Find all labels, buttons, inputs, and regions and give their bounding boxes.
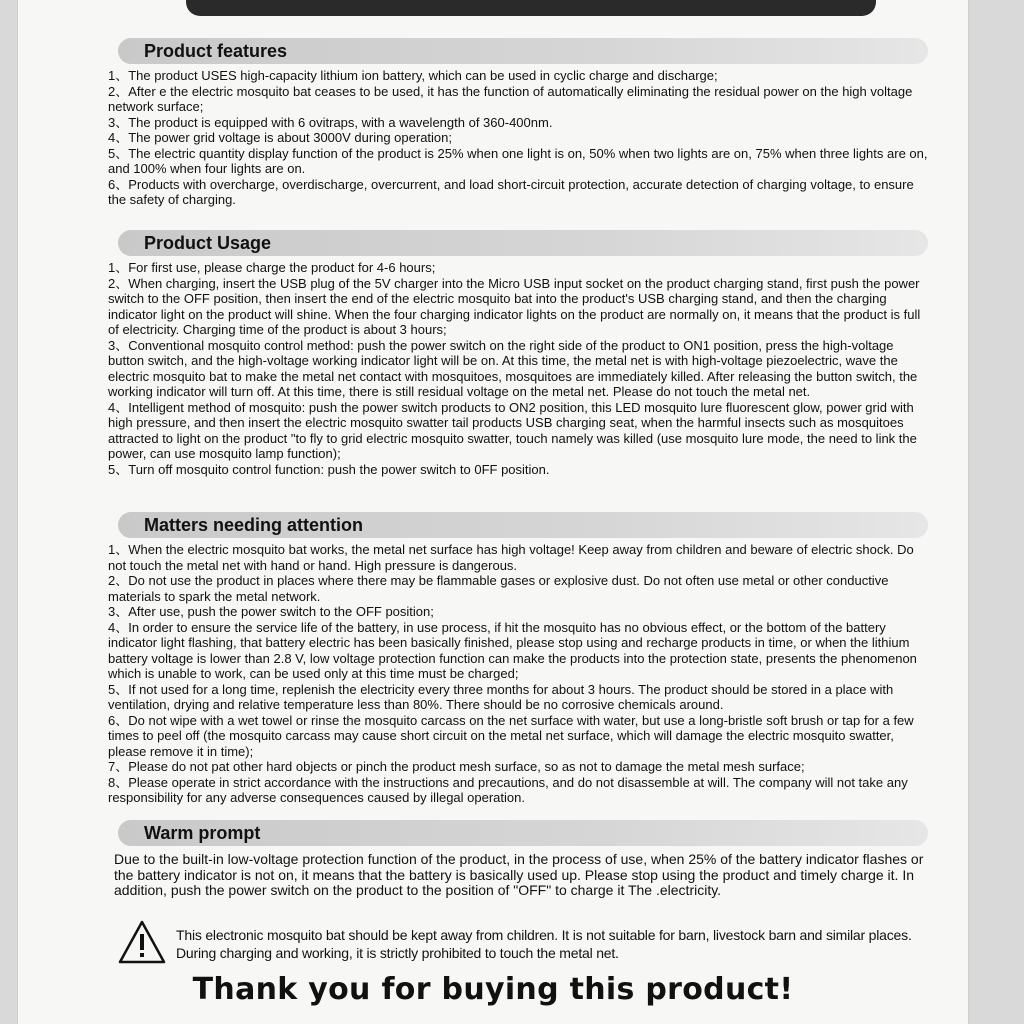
list-item: 6、Do not wipe with a wet towel or rinse the mosquito carcass on the net surface with water, but use a long-bristle soft brush or tap for a few times to peel off (the mosquito carcass may cause short circuit on the metal net surface, which will damage the electric mosquito swatter, please remove it in time);: [108, 712, 914, 759]
closing-message: Thank you for buying this product!: [192, 972, 794, 1007]
list-item: 5、Turn off mosquito control function: push the power switch to 0FF position.: [108, 461, 550, 477]
list-item: 1、For first use, please charge the product for 4-6 hours;: [108, 260, 436, 275]
section-heading: Product features: [118, 38, 928, 64]
section-product-usage: [108, 230, 928, 477]
warm-prompt-text: Due to the built-in low-voltage protection function of the product, in the process of use, when 25% of the battery indicator flashes or the battery indicator is not on, it means that the battery is basically used up. Please stop using the product and timely charge it. In addition, push the power switch on the product to the position of "OFF" to charge it The .electricity.: [114, 851, 924, 898]
list-item: 4、The power grid voltage is about 3000V during operation;: [108, 130, 452, 145]
top-dark-strip: [186, 0, 876, 16]
list-item: 6、Products with overcharge, overdischarge, overcurrent, and load short-circuit protection, accurate detection of charging voltage, to ensure the safety of charging.: [108, 176, 914, 207]
list-item: 5、If not used for a long time, replenish the electricity every three months for about 3 hours. The product should be stored in a place with ventilation, drying and relative temperature less than 80%. There should be no corrosive chemicals around.: [108, 681, 894, 712]
section-heading: Warm prompt: [118, 820, 928, 846]
section-matters-needing-attention: [108, 512, 928, 806]
warning-notice: [118, 920, 948, 972]
warning-text: This electronic mosquito bat should be kept away from children. It is not suitable for barn, livestock barn and similar places. During charging and working, it is strictly prohibited to touch the metal net.: [176, 927, 912, 961]
list-item: 2、Do not use the product in places where there may be flammable gases or explosive dust. Do not often use metal or other conductive materials to spark the metal network.: [108, 573, 889, 604]
section-heading: Matters needing attention: [118, 512, 928, 538]
section-heading: Product Usage: [118, 230, 928, 256]
list-item: 5、The electric quantity display function of the product is 25% when one light is on, 50% when two lights are on, 75% when three lights are on, and 100% when four lights are on.: [108, 145, 928, 176]
list-item: 2、When charging, insert the USB plug of the 5V charger into the Micro USB input socket on the product charging stand, first push the power switch to the OFF position, then insert the end of the electric mosquito bat into the product's USB charging stand, and then the charging indicator light on the product will shine. When the four charging indicator lights on the product are normally on, it means that the product is full of electricity. Charging time of the product is about 3 hours;: [108, 275, 921, 337]
list-item: 8、Please operate in strict accordance with the instructions and precautions, and do not disassemble at will. The company will not take any responsibility for any adverse consequences caused by illegal operation.: [108, 774, 908, 805]
warning-triangle-icon: [118, 920, 166, 964]
list-item: 1、When the electric mosquito bat works, the metal net surface has high voltage! Keep away from children and beware of electric shock. Do not touch the metal net with hand or hand. High pressure is dangerous.: [108, 542, 914, 573]
list-item: 4、Intelligent method of mosquito: push the power switch products to ON2 position, this LED mosquito lure fluorescent glow, power grid with high pressure, and then insert the electric mosquito swatter tail products USB charging seat, when the harmful insects such as mosquitoes attracted to light on the product "to fly to grid electric mosquito swatter, touch namely was killed (use mosquito lure mode, the need to link the power, can use mosquito lamp function);: [108, 399, 917, 461]
instruction-sheet: [18, 0, 968, 1024]
list-item: 3、After use, push the power switch to the OFF position;: [108, 604, 434, 619]
list-item: 7、Please do not pat other hard objects or pinch the product mesh surface, so as not to damage the metal mesh surface;: [108, 759, 805, 774]
section-product-features: [108, 38, 928, 208]
list-item: 3、Conventional mosquito control method: push the power switch on the right side of the product to ON1 position, press the high-voltage button switch, and the high-voltage working indicator light will be on. At this time, the metal net is with high-voltage piezoelectric, wave the electric mosquito bat to make the metal net contact with mosquitoes, mosquitoes are immediately killed. After releasing the button switch, the working indicator will turn off. At this time, there is still residual voltage on the metal net. Please do not touch the metal net.: [108, 337, 918, 399]
list-item: 2、After e the electric mosquito bat ceases to be used, it has the function of automatically eliminating the residual power on the high voltage network surface;: [108, 83, 913, 114]
list-item: 3、The product is equipped with 6 ovitraps, with a wavelength of 360-400nm.: [108, 114, 553, 130]
list-item: 4、In order to ensure the service life of the battery, in use process, if hit the mosquito has no obvious effect, or the bottom of the battery indicator light flashing, that battery electric has been basically finished, please stop using and recharge products in time, or when the lithium battery voltage is lower than 2.8 V, low voltage protection function can make the products into the protection state, presents the phenomenon which is unable to work, can be used only at this time must be charged;: [108, 619, 917, 681]
list-item: 1、The product USES high-capacity lithium ion battery, which can be used in cyclic charge and discharge;: [108, 68, 718, 83]
section-warm-prompt: [108, 820, 928, 913]
